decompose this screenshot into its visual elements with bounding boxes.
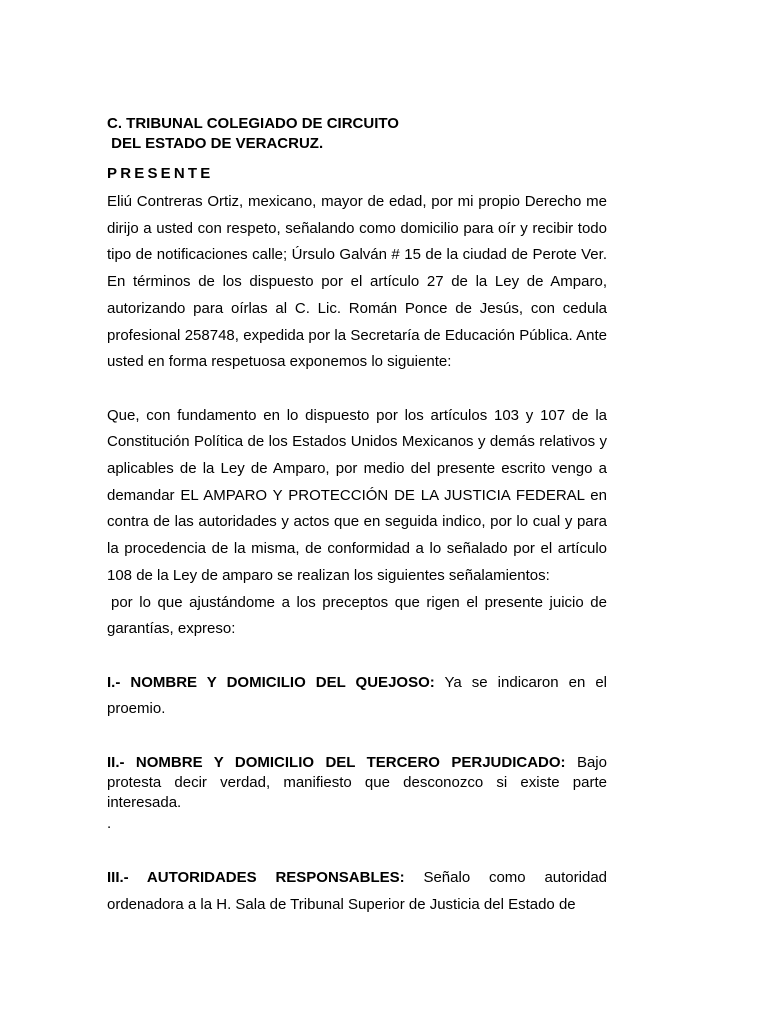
greeting: PRESENTE: [107, 165, 214, 182]
section-quejoso: [107, 670, 607, 723]
intro-paragraph: Eliú Contreras Ortiz, mexicano, mayor de edad, por mi propio Derecho me dirijo a usted con respeto, señalando como domicilio para oír y recibir todo tipo de notificaciones calle; Úrsulo Galván # 15 de la ciudad de Perote Ver. En términos de los dispuesto por el artículo 27 de la Ley de Amparo, autorizando para oírlas al C. Lic. Román Ponce de Jesús, con cedula profesional 258748, expedida por la Secretaría de Educación Pública. Ante usted en forma respetuosa exponemos lo siguiente:: [107, 193, 607, 371]
section-quejoso-heading: I.- NOMBRE Y DOMICILIO DEL QUEJOSO:: [107, 673, 435, 691]
section-tercero: [107, 753, 607, 813]
section-autoridades-text: Señalo como autoridad ordenadora a la H. Sala de Tribunal Superior de Justicia del Estado de: [107, 869, 607, 913]
addressee-line-2: DEL ESTADO DE VERACRUZ.: [107, 135, 324, 152]
adjusting-paragraph: por lo que ajustándome a los preceptos que rigen el presente juicio de garantías, expreso:: [107, 593, 607, 638]
section-autoridades: [107, 865, 607, 918]
section-tercero-trailing: .: [107, 815, 112, 833]
demand-paragraph: Que, con fundamento en lo dispuesto por los artículos 103 y 107 de la Constitución Política de los Estados Unidos Mexicanos y demás relativos y aplicables de la Ley de Amparo, por medio del presente escrito vengo a demandar EL AMPARO Y PROTECCIÓN DE LA JUSTICIA FEDERAL en contra de las autoridades y actos que en seguida indico, por lo cual y para la procedencia de la misma, de conformidad a lo señalado por el artículo 108 de la Ley de amparo se realizan los siguientes señalamientos:: [107, 406, 607, 584]
section-tercero-text: Bajo protesta decir verdad, manifiesto que desconozco si existe parte interesada.: [107, 754, 607, 812]
section-autoridades-heading: III.- AUTORIDADES RESPONSABLES:: [107, 869, 405, 887]
section-quejoso-text: Ya se indicaron en el proemio.: [107, 673, 607, 718]
addressee-line-1: C. TRIBUNAL COLEGIADO DE CIRCUITO: [107, 115, 399, 132]
section-tercero-heading: II.- NOMBRE Y DOMICILIO DEL TERCERO PERJUDICADO:: [107, 754, 566, 772]
document-page: [107, 114, 607, 918]
